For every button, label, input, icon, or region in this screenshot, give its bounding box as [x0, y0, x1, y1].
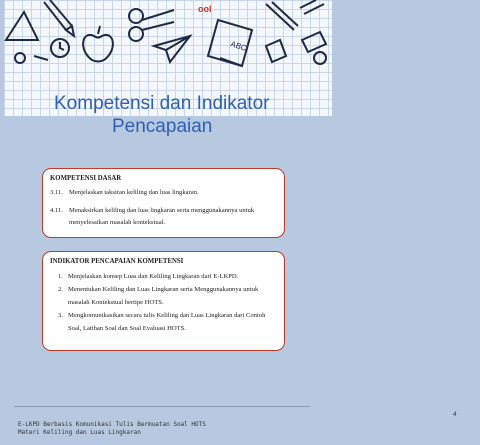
indikator-item-number: 3.: [58, 312, 63, 319]
kompetensi-dasar-card: [42, 168, 285, 238]
pencil-icon-right: [266, 2, 298, 30]
indikator-item-number: 2.: [58, 286, 63, 293]
footer-title: E-LKPD Berbasis Komunikasi Tulis Bermuatan Soal HOTS: [18, 421, 206, 428]
triangle-ruler-icon: [6, 12, 38, 40]
kd-item: [50, 205, 278, 229]
indikator-item-text: Menentukan Keliling dan Luas Lingkaran serta Menggunakannya untuk masalah Kontekstual bertipe HOTS.: [68, 286, 259, 306]
indikator-item: [58, 283, 278, 309]
apple-icon: [83, 35, 113, 62]
ruler-icon: [302, 32, 326, 52]
kd-item-text: Menjelaskan taksiran keliling dan luas lingkaran.: [69, 189, 199, 196]
page-title-line-2: Pencapaian: [112, 116, 213, 137]
gear-icon: [314, 52, 326, 64]
indikator-item-text: Mengkomunikasikan secara tulis Keliling dan Luas Lingkaran dari Contoh Soal, Latihan Soal dan Soal Evaluasi HOTS.: [68, 312, 266, 332]
page-title-line-1: Kompetensi dan Indikator: [54, 93, 270, 114]
svg-text:ABC: ABC: [229, 39, 248, 53]
page-number: 4: [453, 411, 457, 418]
kd-item: [50, 187, 278, 199]
svg-text:ool: ool: [198, 4, 212, 14]
indikator-item: [58, 270, 278, 283]
notebook-icon: [266, 40, 286, 62]
paper-plane-icon: [154, 36, 190, 62]
kd-item-number: 4.11.: [50, 207, 63, 214]
kd-item-number: 3.11.: [50, 189, 63, 196]
indikator-heading: INDIKATOR PENCAPAIAN KOMPETENSI: [50, 258, 184, 265]
school-supplies-doodles: [4, 0, 332, 88]
scissors-icon: [129, 9, 143, 23]
indikator-item-number: 1.: [58, 273, 63, 280]
indikator-list: [50, 270, 278, 335]
indikator-pencapaian-card: [42, 251, 285, 351]
indikator-item-text: Menjelaskan konsep Luas dan Keliling Lingkaran dari E-LKPD.: [68, 273, 239, 280]
footer-divider: [14, 406, 310, 407]
pencil-icon: [44, 0, 74, 36]
indikator-item: [58, 309, 278, 335]
footer-subtitle: Materi Keliling dan Luas Lingkaran: [18, 429, 141, 436]
kd-item-text: Menaksirkan keliling dan luas lingkaran serta menggunakannya untuk menyelesaikan masalah kontekstual.: [69, 207, 255, 226]
kompetensi-dasar-heading: KOMPETENSI DASAR: [50, 175, 122, 182]
